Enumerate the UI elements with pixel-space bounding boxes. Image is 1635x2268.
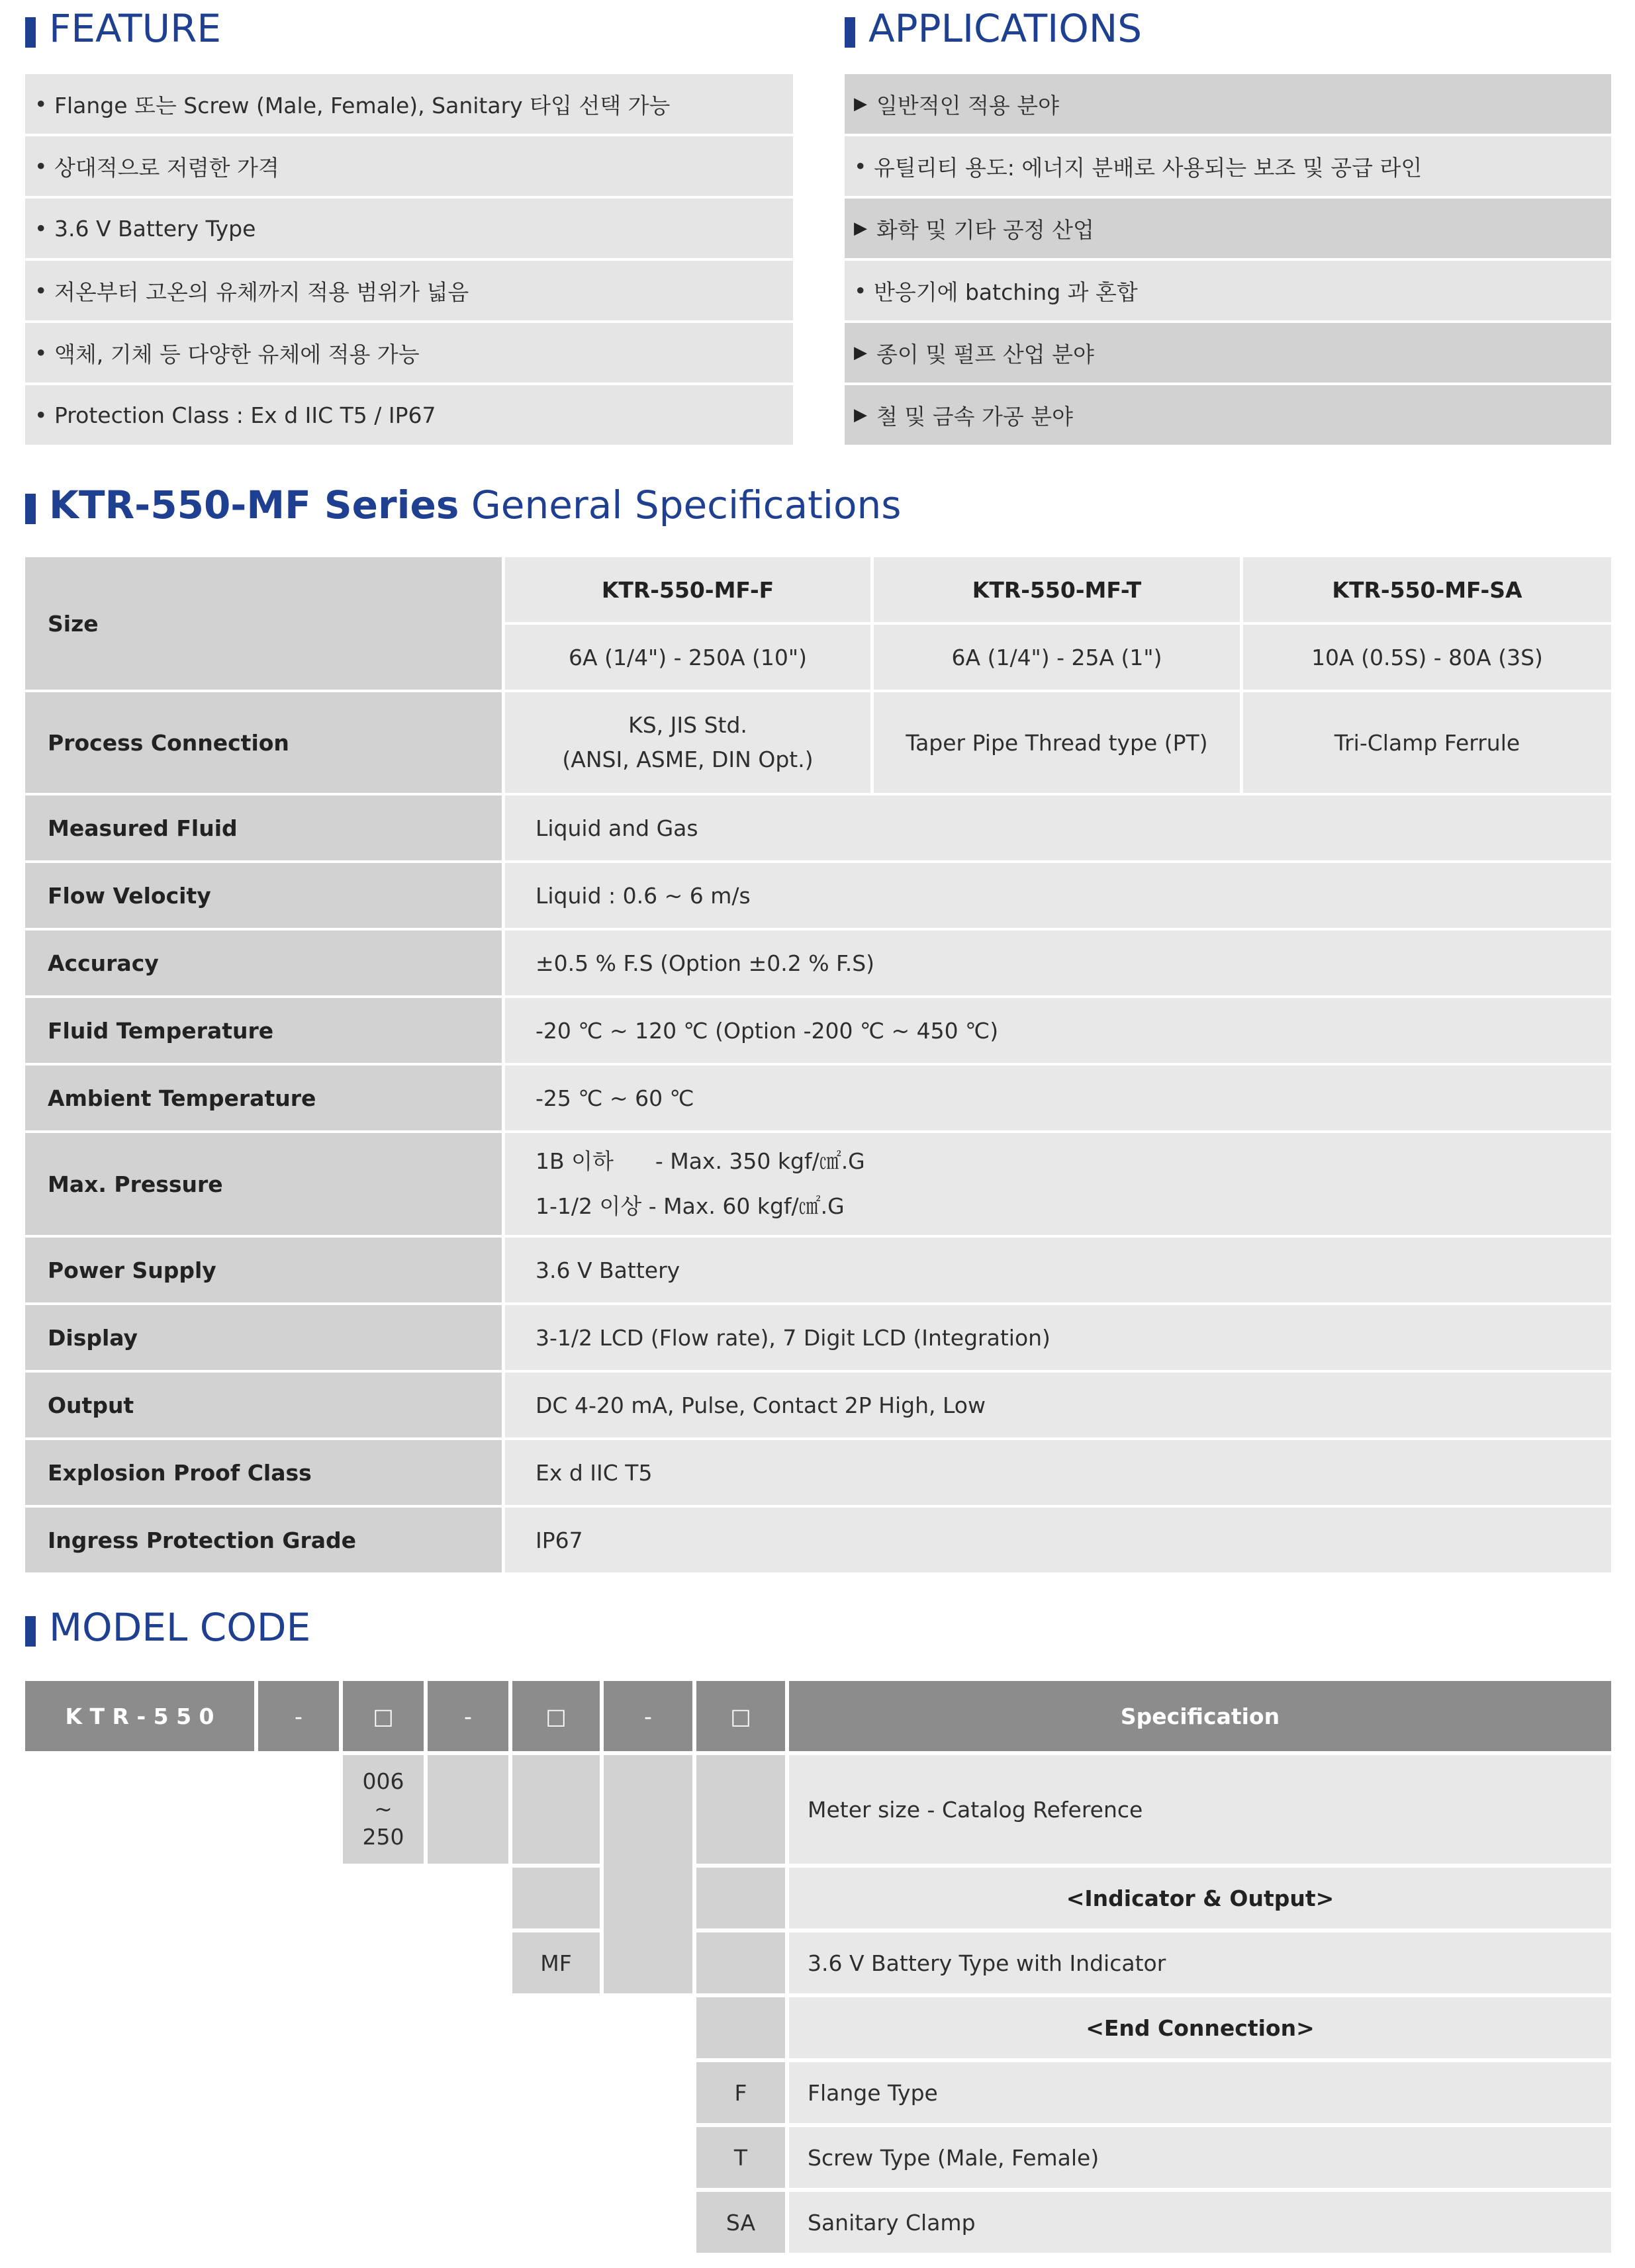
end-connection-title: <End Connection> [789,1997,1611,2058]
specs-title-bold: KTR-550-MF Series [49,482,459,527]
process-value-sa: Tri-Clamp Ferrule [1243,692,1611,793]
model-header-f: KTR-550-MF-F [505,557,870,622]
spec-label-size: Size [25,557,502,690]
spec-label: Power Supply [25,1238,502,1302]
feature-item-text: 상대적으로 저렴한 가격 [54,154,279,181]
specs-heading [25,482,952,529]
code-column-blank [512,1755,600,1864]
triangle-right-icon: ▶ [854,94,867,114]
applications-title: APPLICATIONS [868,6,1143,51]
model-dash: - [604,1681,692,1751]
spec-value: -25 ℃ ~ 60 ℃ [505,1066,1611,1130]
model-header-t: KTR-550-MF-T [874,557,1240,622]
process-value-t: Taper Pipe Thread type (PT) [874,692,1240,793]
application-category [845,385,1611,445]
spec-label: Display [25,1305,502,1370]
spec-label: Flow Velocity [25,863,502,928]
feature-item-text: 3.6 V Battery Type [54,215,256,242]
heading-bar [25,1616,36,1647]
feature-heading [25,5,621,53]
model-base-code: K T R - 5 5 0 [25,1681,254,1751]
model-box-1: □ [343,1681,424,1751]
application-category-text: 철 및 금속 가공 분야 [876,403,1073,430]
feature-item-text: 저온부터 고온의 유체까지 적용 범위가 넓음 [54,279,469,305]
applications-heading [845,5,1440,53]
code-column-blank [696,1755,785,1864]
size-value-sa: 10A (0.5S) - 80A (3S) [1243,625,1611,690]
model-box-2: □ [512,1681,600,1751]
spec-label: Fluid Temperature [25,998,502,1063]
spec-label-process: Process Connection [25,692,502,793]
application-item-text: 반응기에 batching 과 혼합 [873,279,1138,305]
feature-item: • 저온부터 고온의 유체까지 적용 범위가 넓음 [25,261,793,320]
indicator-output-title: <Indicator & Output> [789,1868,1611,1928]
spec-value: Liquid and Gas [505,795,1611,860]
size-code: 006 ~ 250 [343,1755,424,1864]
spec-label: Ambient Temperature [25,1066,502,1130]
model-box-3: □ [696,1681,785,1751]
process-value-f: KS, JIS Std. (ANSI, ASME, DIN Opt.) [505,692,870,793]
end-description: Sanitary Clamp [789,2192,1611,2253]
feature-item-text: 액체, 기체 등 다양한 유체에 적용 가능 [54,341,420,367]
feature-item-text: Protection Class : Ex d IIC T5 / IP67 [54,402,436,428]
model-dash: - [258,1681,339,1751]
feature-item: • Protection Class : Ex d IIC T5 / IP67 [25,385,793,445]
application-item-text: 유틸리티 용도: 에너지 분배로 사용되는 보조 및 공급 라인 [873,154,1423,181]
application-item: • 유틸리티 용도: 에너지 분배로 사용되는 보조 및 공급 라인 [845,136,1611,196]
model-code-title: MODEL CODE [49,1605,311,1650]
size-value-t: 6A (1/4") - 25A (1") [874,625,1240,690]
application-item: • 반응기에 batching 과 혼합 [845,261,1611,320]
size-description: Meter size - Catalog Reference [789,1755,1611,1864]
code-column-blank [696,1868,785,1928]
spec-label-pressure: Max. Pressure [25,1133,502,1235]
triangle-right-icon: ▶ [854,218,867,238]
feature-item-text: Flange 또는 Screw (Male, Female), Sanitary 타입 선택 가능 [54,92,671,118]
application-category [845,199,1611,258]
size-value-f: 6A (1/4") - 250A (10") [505,625,870,690]
spec-value: ±0.5 % F.S (Option ±0.2 % F.S) [505,930,1611,995]
model-dash: - [428,1681,508,1751]
spec-label: Ingress Protection Grade [25,1508,502,1572]
spec-value: DC 4-20 mA, Pulse, Contact 2P High, Low [505,1373,1611,1437]
application-category [845,323,1611,383]
model-header-sa: KTR-550-MF-SA [1243,557,1611,622]
code-column-blank [696,1997,785,2058]
end-code-sa: SA [696,2192,785,2253]
mf-code: MF [512,1932,600,1993]
spec-label: Accuracy [25,930,502,995]
spec-label: Measured Fluid [25,795,502,860]
spec-value: IP67 [505,1508,1611,1572]
feature-title: FEATURE [49,6,222,51]
code-column-blank [696,1932,785,1993]
heading-bar [25,494,36,524]
model-code-heading [25,1604,621,1652]
specs-title-rest: General Specifications [471,482,902,527]
spec-label: Explosion Proof Class [25,1440,502,1505]
end-description: Screw Type (Male, Female) [789,2127,1611,2188]
triangle-right-icon: ▶ [854,343,867,363]
feature-item: • 액체, 기체 등 다양한 유체에 적용 가능 [25,323,793,383]
application-category-text: 종이 및 펄프 산업 분야 [876,341,1094,367]
spec-value: -20 ℃ ~ 120 ℃ (Option -200 ℃ ~ 450 ℃) [505,998,1611,1063]
spec-value: 3-1/2 LCD (Flow rate), 7 Digit LCD (Integration) [505,1305,1611,1370]
heading-bar [25,17,36,48]
code-column-blank [512,1868,600,1928]
pressure-value: 1B 이하 - Max. 350 kgf/㎠.G 1-1/2 이상 - Max. 60 kgf/㎠.G [505,1133,1611,1235]
spec-value: Ex d IIC T5 [505,1440,1611,1505]
triangle-right-icon: ▶ [854,405,867,425]
heading-bar [845,17,855,48]
spec-label: Output [25,1373,502,1437]
end-code-t: T [696,2127,785,2188]
feature-item: • 상대적으로 저렴한 가격 [25,136,793,196]
application-category [845,74,1611,134]
end-code-f: F [696,2062,785,2123]
spec-value: Liquid : 0.6 ~ 6 m/s [505,863,1611,928]
spec-value: 3.6 V Battery [505,1238,1611,1302]
specification-header: Specification [789,1681,1611,1751]
end-description: Flange Type [789,2062,1611,2123]
application-category-text: 화학 및 기타 공정 산업 [876,216,1094,243]
application-category-text: 일반적인 적용 분야 [876,92,1060,118]
mf-description: 3.6 V Battery Type with Indicator [789,1932,1611,1993]
feature-item: • Flange 또는 Screw (Male, Female), Sanitary 타입 선택 가능 [25,74,793,134]
feature-item: • 3.6 V Battery Type [25,199,793,258]
code-column-blank [604,1755,692,1993]
code-column-blank [428,1755,508,1864]
